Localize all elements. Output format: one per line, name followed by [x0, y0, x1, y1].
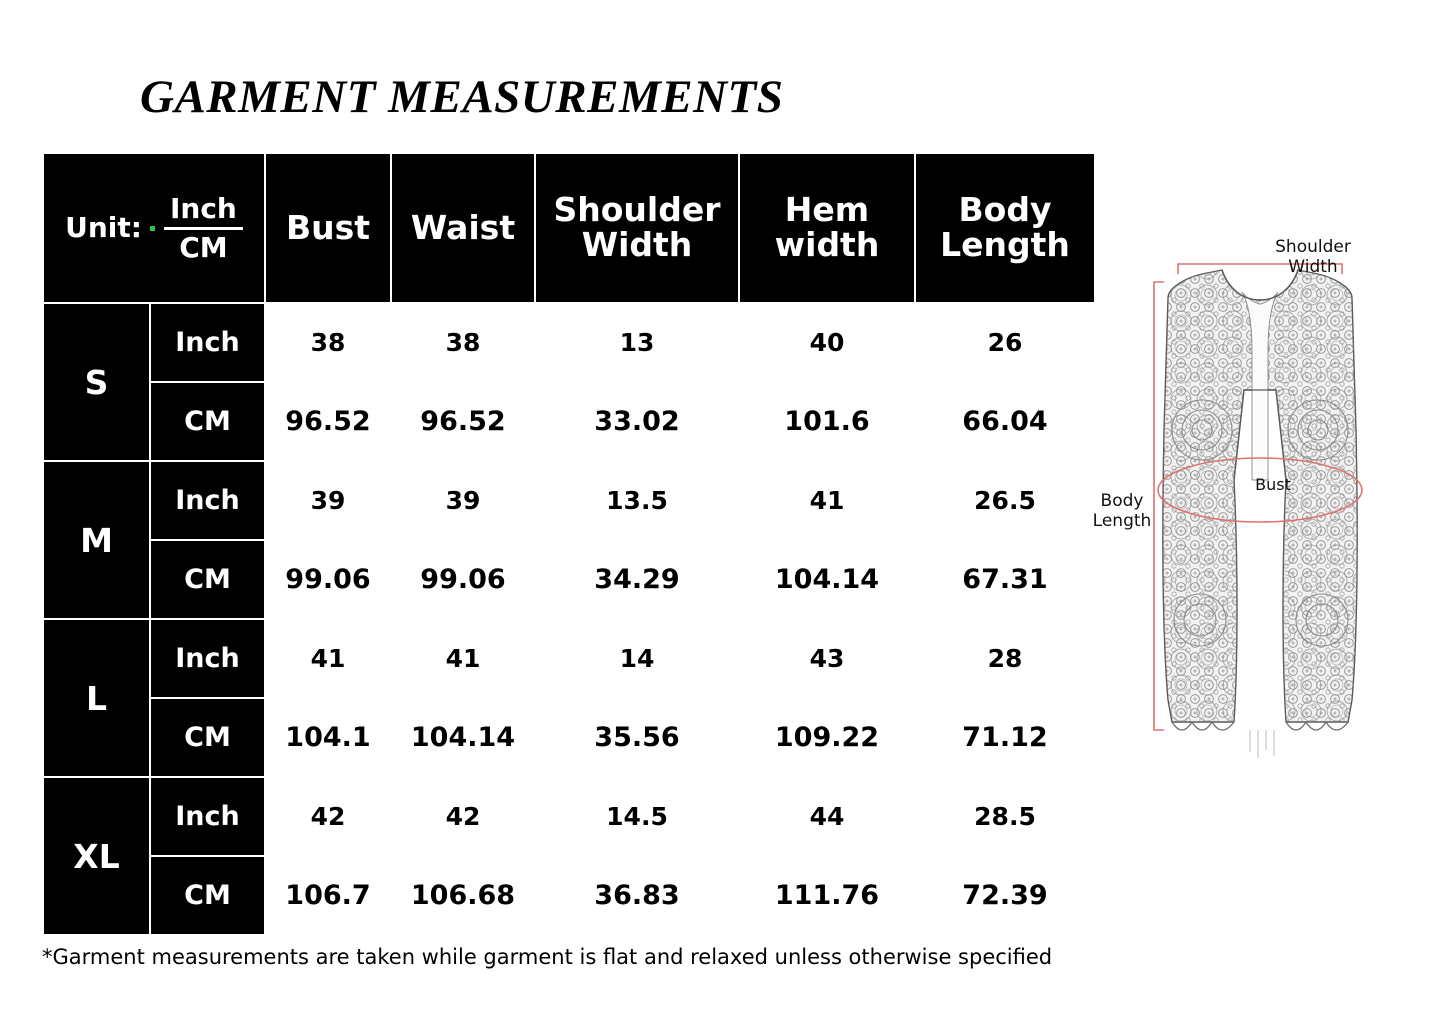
cell-xl-cm-hem: 111.76 [739, 856, 915, 935]
unit-cell-cm: CM [150, 856, 265, 935]
size-label-xl: XL [43, 777, 150, 935]
column-header-bust [265, 153, 391, 303]
size-label-s: S [43, 303, 150, 461]
cell-s-inch-waist: 38 [391, 303, 535, 382]
cell-l-cm-waist: 104.14 [391, 698, 535, 777]
cell-xl-inch-hem: 44 [739, 777, 915, 856]
cell-xl-cm-waist: 106.68 [391, 856, 535, 935]
garment-diagram [1090, 230, 1430, 800]
table-row [43, 619, 1095, 698]
column-header-bust-line1: Bust [285, 207, 371, 247]
cell-m-cm-waist: 99.06 [391, 540, 535, 619]
body-length-label [1082, 492, 1162, 531]
cell-m-cm-bust: 99.06 [265, 540, 391, 619]
unit-cm-label: CM [179, 230, 228, 264]
cell-s-cm-bust: 96.52 [265, 382, 391, 461]
unit-cell-cm: CM [150, 698, 265, 777]
cell-xl-inch-shoulder: 14.5 [535, 777, 739, 856]
cell-s-inch-body: 26 [915, 303, 1095, 382]
column-header-waist-line1: Waist [410, 207, 516, 247]
table-row [43, 777, 1095, 856]
cell-l-inch-waist: 41 [391, 619, 535, 698]
column-header-hem-line2: width [774, 225, 880, 264]
size-label-l: L [43, 619, 150, 777]
cell-m-cm-body: 67.31 [915, 540, 1095, 619]
shoulder-width-label-line2: Width [1288, 256, 1338, 277]
size-label-m: M [43, 461, 150, 619]
cell-s-inch-shoulder: 13 [535, 303, 739, 382]
column-header-body-line2: Length [940, 225, 1070, 264]
column-header-shoulder-line1: Shoulder [553, 190, 721, 230]
measurements-table-wrapper [42, 152, 1096, 936]
cell-m-cm-hem: 104.14 [739, 540, 915, 619]
table-row [43, 382, 1095, 461]
unit-fraction [164, 193, 243, 263]
cell-l-inch-body: 28 [915, 619, 1095, 698]
unit-cell-inch: Inch [150, 303, 265, 382]
cell-s-cm-body: 66.04 [915, 382, 1095, 461]
shoulder-width-label [1248, 238, 1378, 277]
unit-label: Unit: [65, 211, 142, 245]
cell-l-inch-bust: 41 [265, 619, 391, 698]
cell-m-cm-shoulder: 34.29 [535, 540, 739, 619]
cell-s-cm-shoulder: 33.02 [535, 382, 739, 461]
page-title: GARMENT MEASUREMENTS [140, 71, 784, 123]
cell-xl-cm-body: 72.39 [915, 856, 1095, 935]
unit-cell-inch: Inch [150, 461, 265, 540]
table-row [43, 698, 1095, 777]
cell-m-inch-shoulder: 13.5 [535, 461, 739, 540]
table-header-row [43, 153, 1095, 303]
bust-label: Bust [1255, 475, 1291, 494]
unit-header-cell [43, 153, 265, 303]
table-row [43, 303, 1095, 382]
cell-l-inch-shoulder: 14 [535, 619, 739, 698]
column-header-shoulder-line2: Width [581, 225, 693, 264]
column-header-shoulder-width [535, 153, 739, 303]
cell-s-cm-hem: 101.6 [739, 382, 915, 461]
column-header-waist [391, 153, 535, 303]
table-row [43, 461, 1095, 540]
unit-cell-cm: CM [150, 540, 265, 619]
table-row [43, 856, 1095, 935]
footnote: *Garment measurements are taken while garment is flat and relaxed unless otherwise specified [42, 945, 1053, 969]
column-header-hem-width [739, 153, 915, 303]
cell-l-cm-hem: 109.22 [739, 698, 915, 777]
cell-xl-inch-bust: 42 [265, 777, 391, 856]
body-length-label-line2: Length [1092, 510, 1152, 531]
cell-s-cm-waist: 96.52 [391, 382, 535, 461]
cell-m-inch-hem: 41 [739, 461, 915, 540]
column-header-body-line1: Body [958, 190, 1052, 230]
cell-s-inch-bust: 38 [265, 303, 391, 382]
column-header-body-length [915, 153, 1095, 303]
cell-xl-cm-shoulder: 36.83 [535, 856, 739, 935]
cell-m-inch-body: 26.5 [915, 461, 1095, 540]
unit-cell-inch: Inch [150, 777, 265, 856]
unit-cell-cm: CM [150, 382, 265, 461]
cell-m-inch-waist: 39 [391, 461, 535, 540]
cell-xl-cm-bust: 106.7 [265, 856, 391, 935]
unit-cell-inch: Inch [150, 619, 265, 698]
unit-inch-label: Inch [164, 193, 243, 229]
cell-l-cm-body: 71.12 [915, 698, 1095, 777]
body-length-label-line1: Body [1100, 491, 1144, 511]
cell-xl-inch-body: 28.5 [915, 777, 1095, 856]
column-header-hem-line1: Hem [784, 190, 870, 230]
shoulder-width-label-line1: Shoulder [1275, 237, 1351, 257]
cell-l-inch-hem: 43 [739, 619, 915, 698]
measurements-table [42, 152, 1096, 936]
cell-s-inch-hem: 40 [739, 303, 915, 382]
cell-l-cm-bust: 104.1 [265, 698, 391, 777]
cell-m-inch-bust: 39 [265, 461, 391, 540]
cell-xl-inch-waist: 42 [391, 777, 535, 856]
marker-dot-icon [150, 226, 155, 231]
table-row [43, 540, 1095, 619]
cell-l-cm-shoulder: 35.56 [535, 698, 739, 777]
